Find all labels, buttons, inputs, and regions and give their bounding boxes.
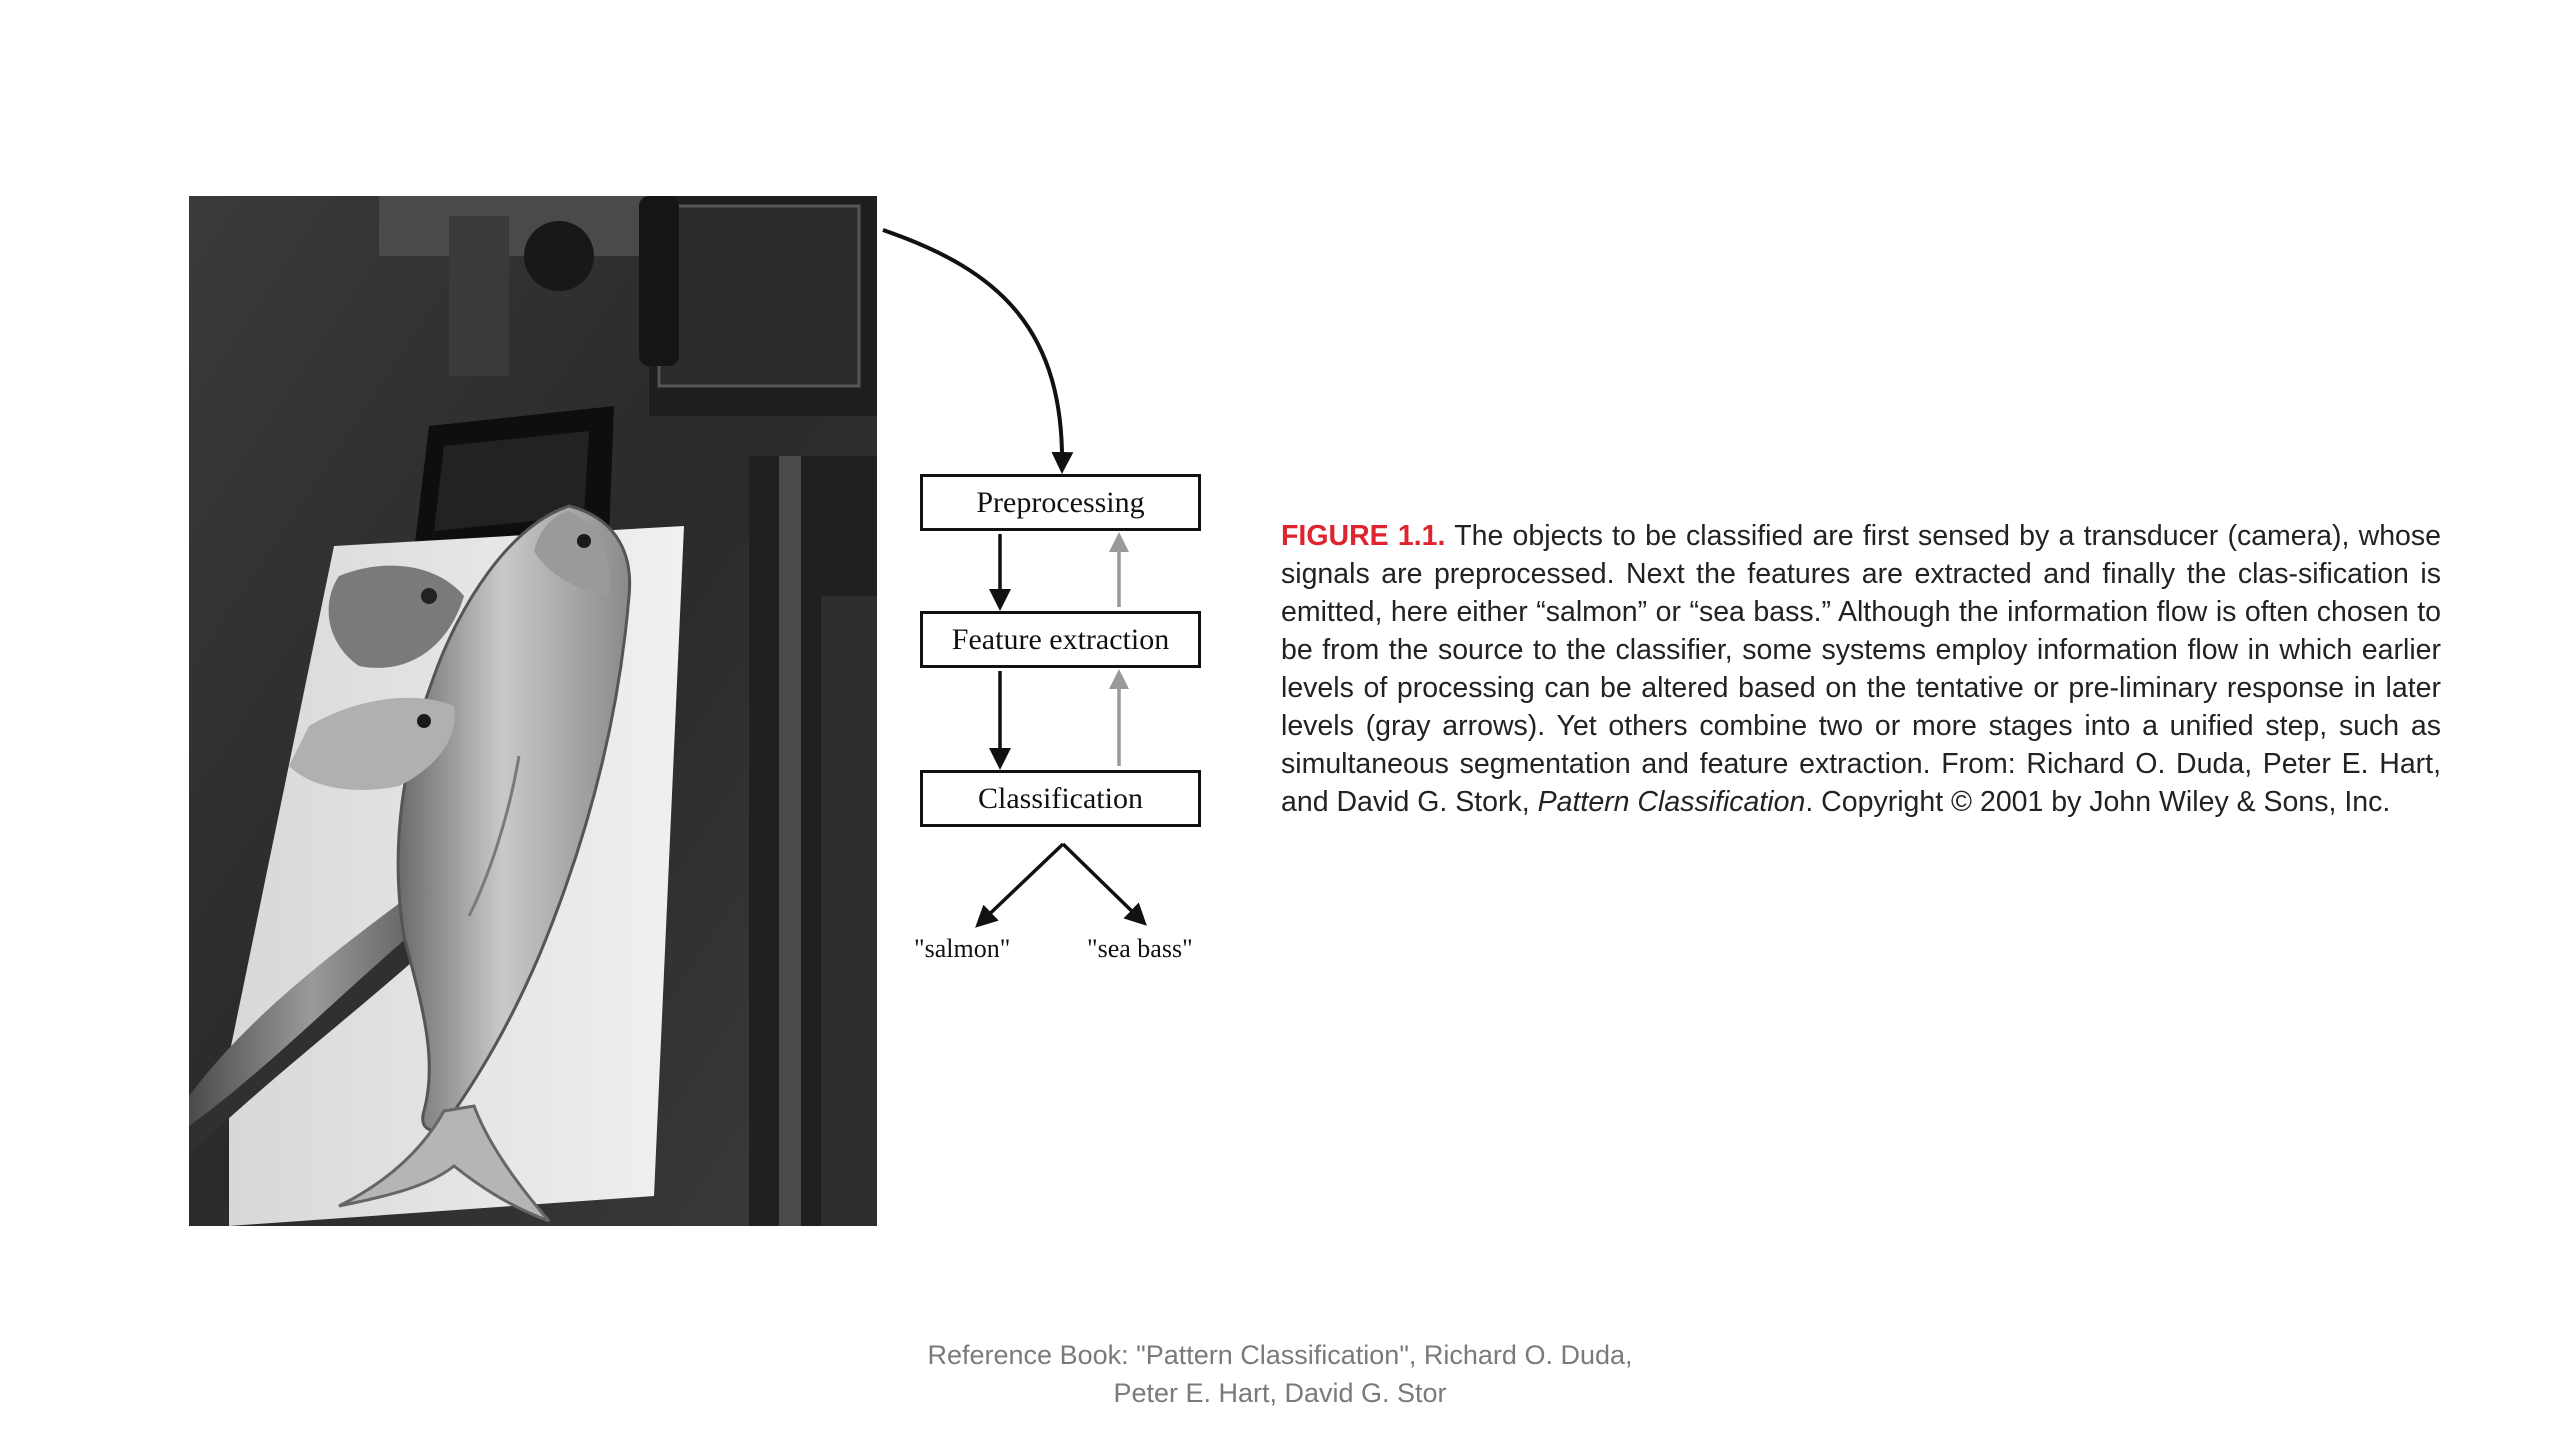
output-sea-bass-label: "sea bass" [1087, 934, 1193, 963]
node-feature-extraction-label: Feature extraction [951, 622, 1170, 656]
footer-line-2: Peter E. Hart, David G. Stor [1113, 1378, 1447, 1408]
arrow-to-sea-bass [1063, 844, 1144, 923]
figure-label: FIGURE 1.1. [1281, 520, 1446, 552]
reference-footer [780, 1336, 1780, 1412]
node-preprocessing-label: Preprocessing [976, 485, 1145, 519]
caption-text-part2: . Copyright © 2001 by John Wiley & Sons, Inc. [1805, 786, 2391, 818]
figure-caption [1281, 517, 2441, 821]
node-feature-extraction [920, 611, 1201, 668]
node-classification [920, 770, 1201, 827]
node-classification-label: Classification [978, 781, 1143, 815]
arrow-to-salmon [978, 844, 1063, 925]
output-salmon-label: "salmon" [914, 934, 1011, 963]
caption-text-part1: The objects to be classified are first sensed by a transducer (camera), whose signals are preprocessed. Next the features are extracted and finally the clas-sification is emitted, here either “salmon” or “sea bass.” Although the information flow is often chosen to be from the source to the classifier, some systems employ information flow in which earlier levels of processing can be altered based on the tentative or pre-liminary response in later levels (gray arrows). Yet others combine two or more stages into a unified step, such as simultaneous segmentation and feature extraction. From: Richard O. Duda, Peter E. Hart, and David G. Stork, [1281, 520, 2442, 818]
fish-photo [189, 196, 877, 1226]
node-preprocessing [920, 474, 1201, 531]
footer-line-1: Reference Book: "Pattern Classification", Richard O. Duda, [927, 1340, 1633, 1370]
arrow-photo-to-preprocessing [883, 230, 1062, 470]
caption-book-title: Pattern Classification [1537, 786, 1806, 818]
flow-arrows [877, 200, 1237, 1000]
